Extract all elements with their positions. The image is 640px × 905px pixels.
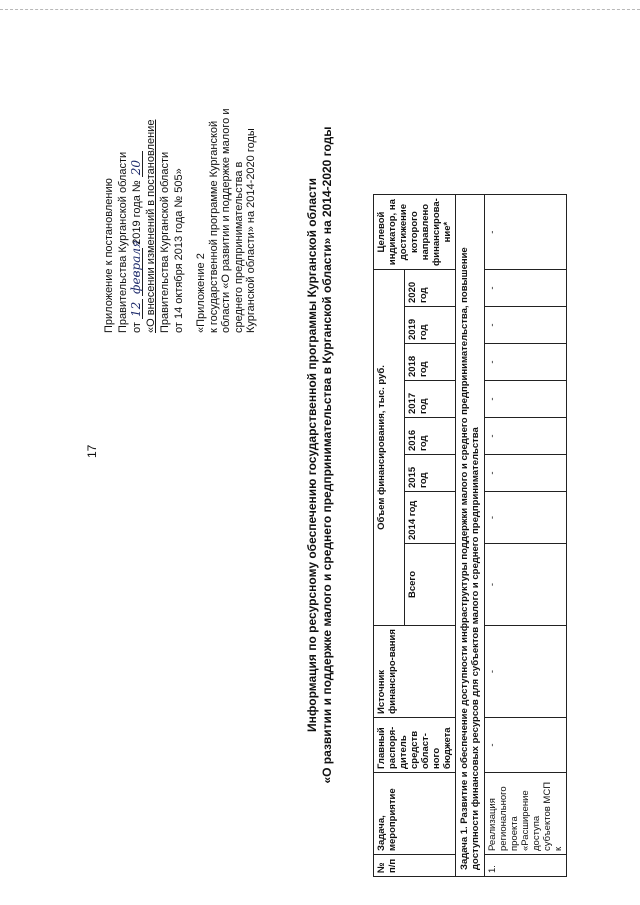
row-manager: - (485, 718, 567, 773)
title-line-2: «О развитии и поддержке малого и среднего предпринимательства в Курганской области» на 2014-2020 годы (320, 126, 334, 784)
row-2019: - (485, 307, 567, 344)
appendix-line-2: Правительства Курганской области (116, 151, 129, 333)
header-total: Всего (404, 544, 456, 626)
document-number-handwritten: 20 (130, 151, 143, 177)
task-1-row (456, 195, 485, 877)
row-task-name: Реализация регионального проекта «Расширение доступа субъектов МСП к (485, 773, 567, 855)
program-ref-line-2: к государственной программе Курганской (207, 120, 220, 333)
page-number: 17 (85, 444, 99, 458)
row-2015: - (485, 455, 567, 492)
row-2017: - (485, 381, 567, 418)
program-ref-line-3: области «О развитии и поддержке малого и (220, 108, 232, 333)
header-source: Источник финансиро-вания (374, 626, 456, 718)
resource-table (373, 194, 567, 877)
header-year-2020: 2020 год (404, 270, 456, 307)
row-num: 1. (485, 855, 567, 877)
header-manager: Главный распоря-дитель средств област-ного бюджета (374, 718, 456, 773)
date-prefix: от (131, 322, 144, 333)
header-row-1 (374, 195, 405, 877)
program-ref-line-4: среднего предпринимательства в (232, 161, 245, 333)
title-line-1: Информация по ресурсному обеспечению государственной программы Курганской области (305, 178, 319, 732)
program-reference (195, 33, 258, 333)
table-row (485, 195, 567, 877)
row-2014: - (485, 492, 567, 544)
appendix-line-4: «О внесении изменений в постановление (145, 119, 158, 333)
header-year-2015: 2015 год (404, 455, 456, 492)
header-year-2017: 2017 год (404, 381, 456, 418)
program-ref-line-5: Курганской области» на 2014-2020 годы (245, 128, 257, 333)
appendix-line-5: Правительства Курганской области (158, 151, 171, 333)
row-target: - (485, 195, 567, 270)
program-ref-line-1: «Приложение 2 (195, 253, 207, 333)
task-1-text: Задача 1. Развитие и обеспечение доступности инфраструктуры поддержки малого и среднего предпринимательства, повышение доступности финансовых ресурсов для субъектов малого и среднего предпринимательства (456, 195, 485, 877)
date-day-handwritten: 12 (130, 299, 143, 319)
document-title (305, 55, 335, 855)
appendix-date-line (130, 33, 145, 333)
header-target: Целевой индикатор, на достижение которого направлено финансирова-ние* (374, 195, 456, 270)
header-year-2018: 2018 год (404, 344, 456, 381)
date-month-handwritten: февраля (129, 240, 144, 294)
appendix-line-6: от 14 октября 2013 года № 505» (172, 168, 185, 333)
header-num: № п/п (374, 855, 456, 877)
appendix-header (103, 33, 186, 333)
row-source: - (485, 626, 567, 718)
row-2020: - (485, 270, 567, 307)
header-volume: Объем финансирования, тыс. руб. (374, 270, 405, 626)
header-year-2019: 2019 год (404, 307, 456, 344)
row-2018: - (485, 344, 567, 381)
row-2016: - (485, 418, 567, 455)
row-total: - (485, 544, 567, 626)
header-year-2016: 2016 год (404, 418, 456, 455)
header-task: Задача, мероприятие (374, 773, 456, 855)
appendix-line-1: Приложение к постановлению (103, 178, 115, 333)
date-year-text: 2019 года № (131, 180, 144, 245)
header-year-2014: 2014 год (404, 492, 456, 544)
